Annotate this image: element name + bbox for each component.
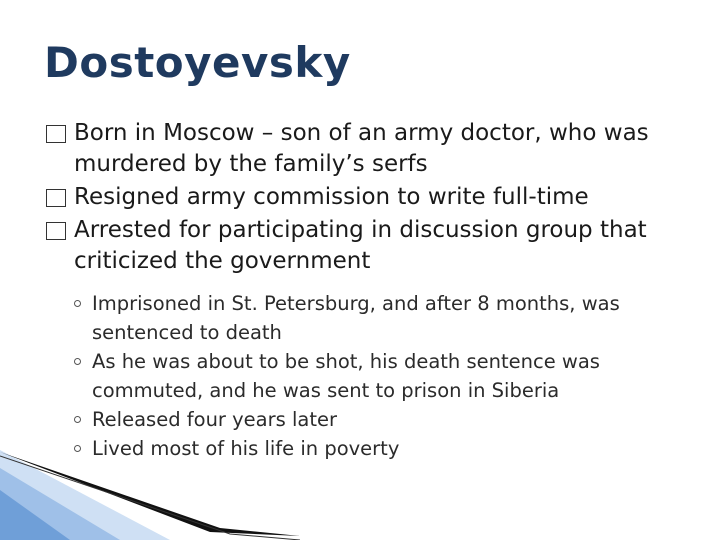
checkbox-bullet-icon (46, 125, 66, 143)
bullet-list (44, 118, 704, 465)
checkbox-bullet-icon (46, 189, 66, 207)
corner-swoosh-decoration (0, 450, 300, 540)
bullet-text: Resigned army commission to write full-time (74, 184, 589, 210)
ring-bullet-icon (74, 358, 81, 365)
bullet-text: Arrested for participating in discussion group that criticized the government (74, 217, 647, 274)
sub-bullet-text: Imprisoned in St. Petersburg, and after 8 months, was sentenced to death (92, 292, 620, 344)
bullet-item (44, 182, 704, 213)
bullet-text: Born in Moscow – son of an army doctor, who was murdered by the family’s serfs (74, 120, 649, 177)
slide-title: Dostoyevsky (44, 38, 351, 87)
sub-bullet-list (74, 289, 704, 463)
sub-bullet-text: Released four years later (92, 408, 338, 431)
ring-bullet-icon (74, 416, 81, 423)
bullet-item (44, 215, 704, 463)
bullet-item (44, 118, 704, 180)
sub-bullet-text: Lived most of his life in poverty (92, 437, 400, 460)
checkbox-bullet-icon (46, 222, 66, 240)
ring-bullet-icon (74, 300, 81, 307)
sub-bullet-text: As he was about to be shot, his death sentence was commuted, and he was sent to prison in Siberia (92, 350, 600, 402)
sub-bullet-item (74, 347, 704, 405)
sub-bullet-item (74, 405, 704, 434)
sub-bullet-item (74, 289, 704, 347)
